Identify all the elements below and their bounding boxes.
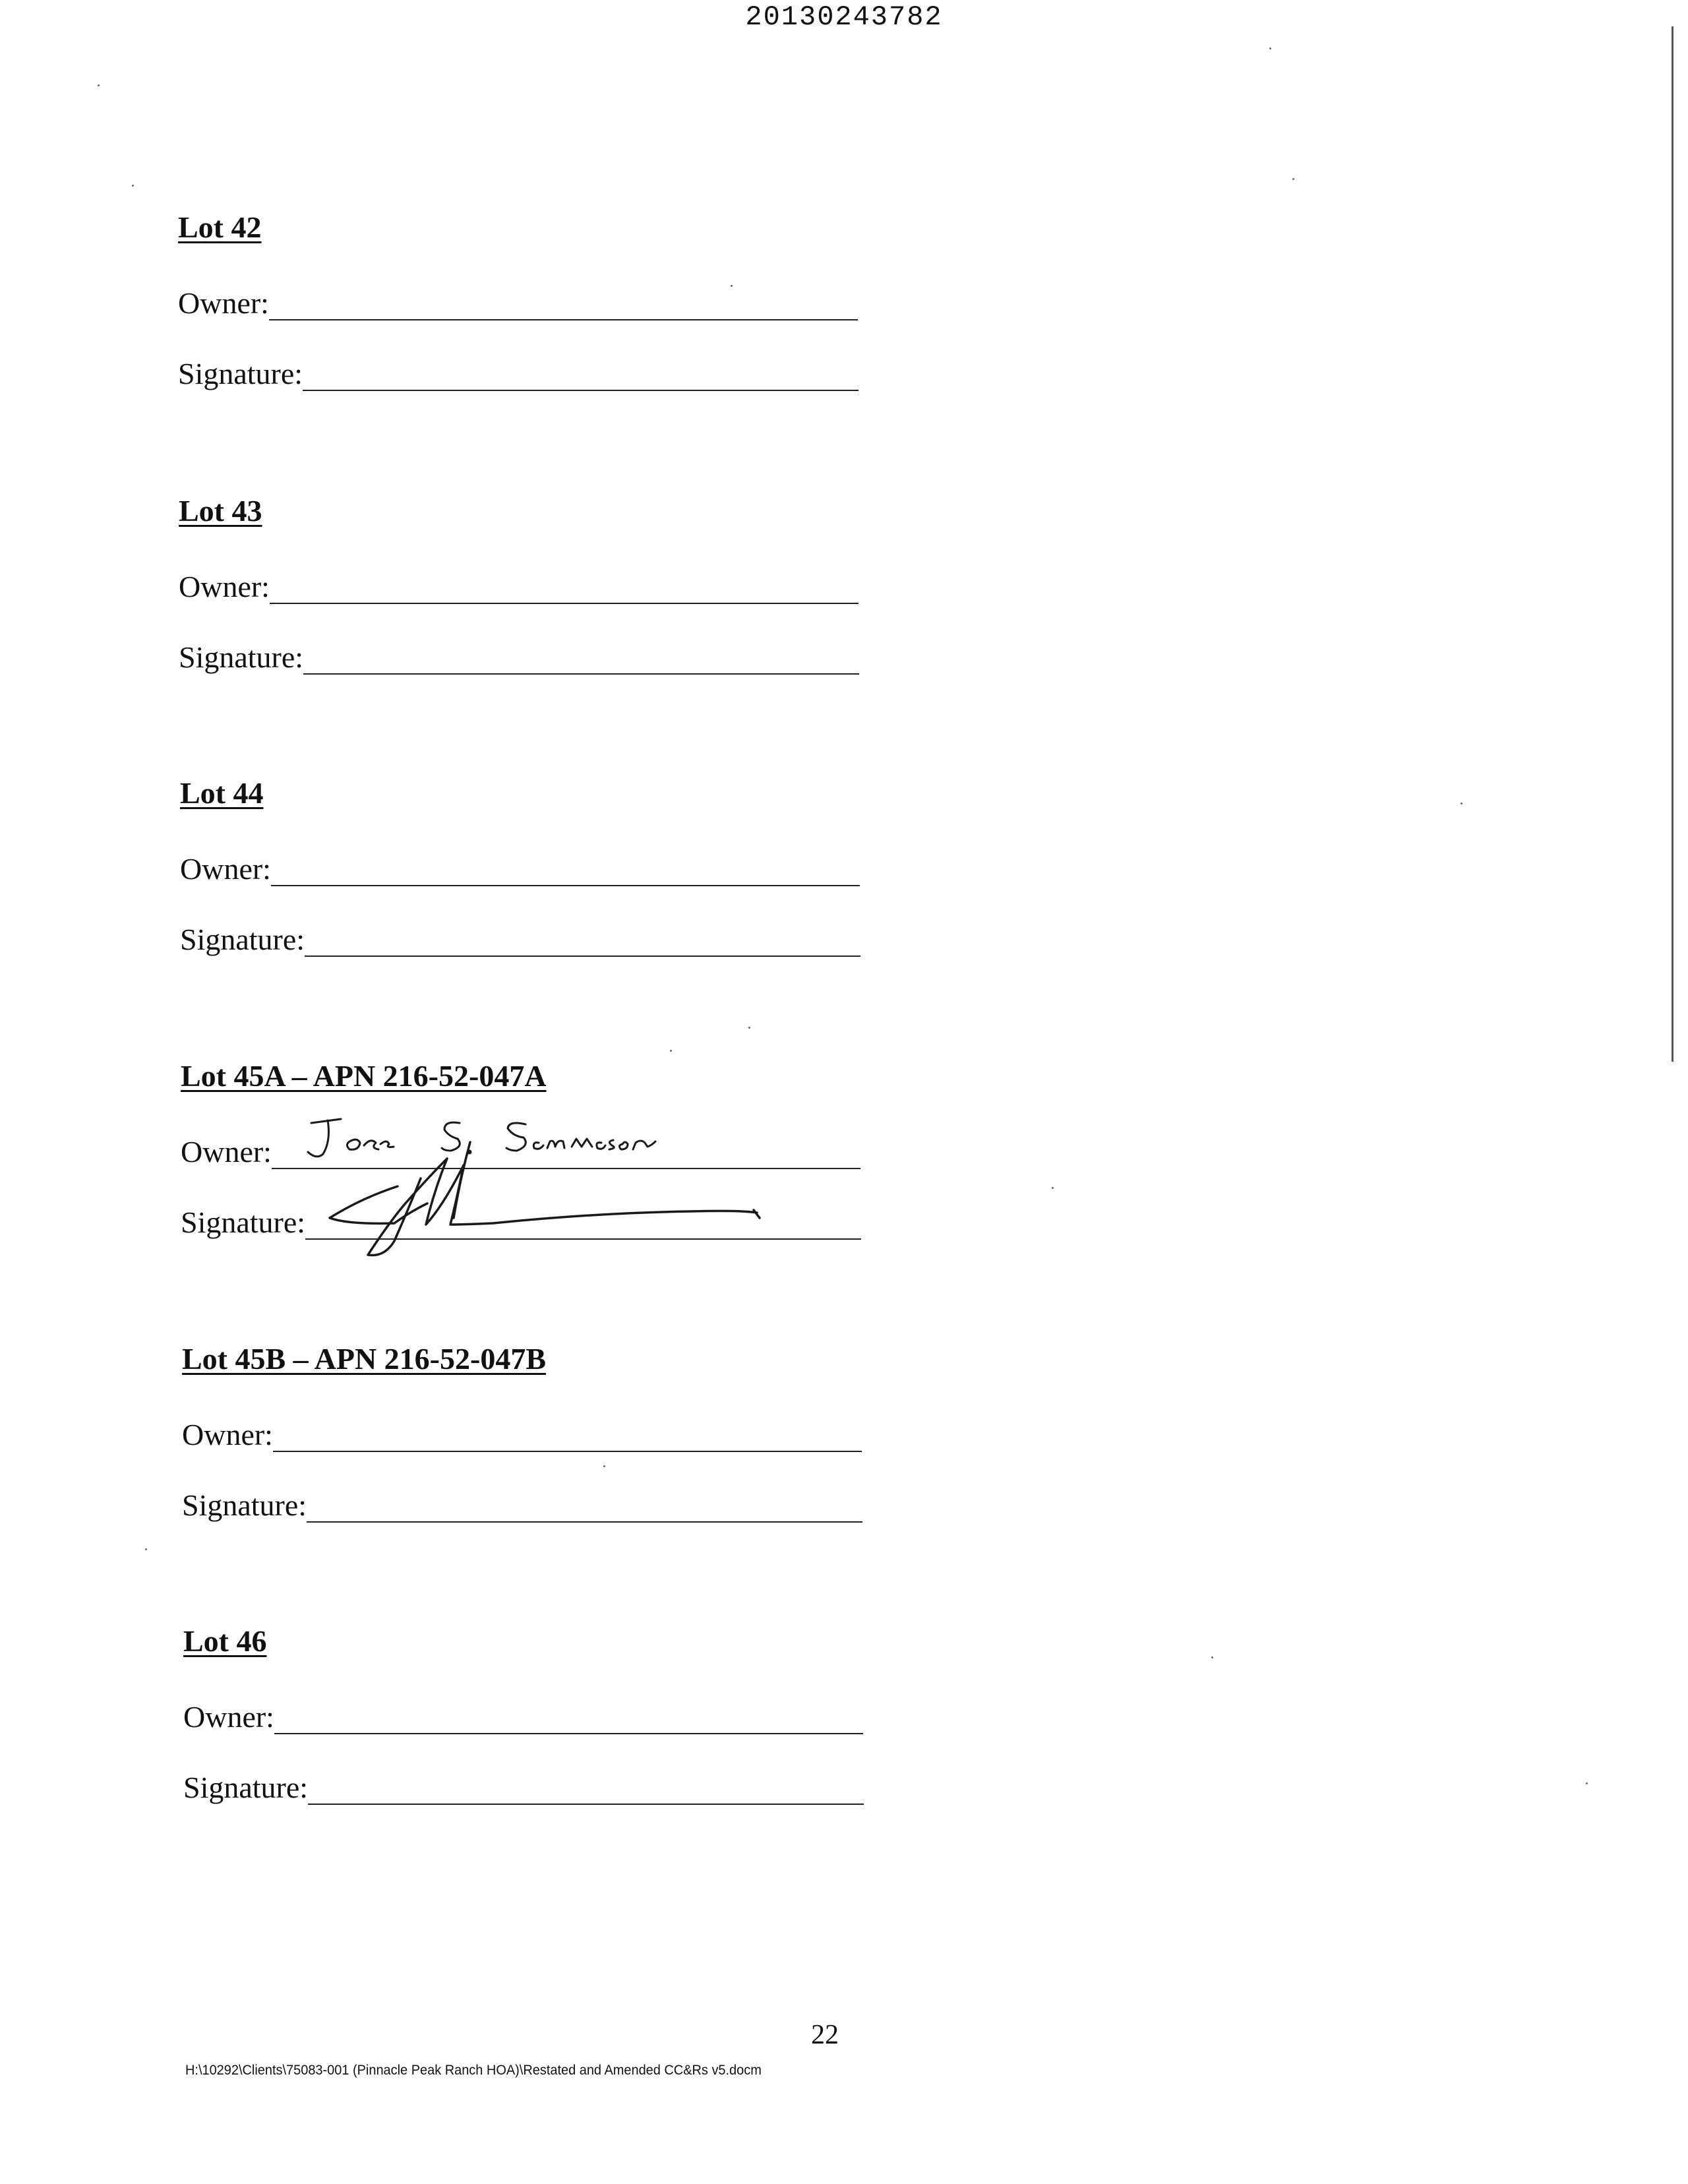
owner-label: Owner:: [181, 1135, 272, 1168]
signature-field[interactable]: [305, 919, 860, 957]
signature-field[interactable]: [308, 1767, 864, 1805]
signature-row: [183, 1760, 864, 1806]
scan-speck: [1461, 803, 1462, 804]
owner-row: [178, 276, 858, 322]
owner-field[interactable]: [273, 1414, 862, 1452]
footer-file-path: H:\10292\Clients\75083-001 (Pinnacle Peak Ranch HOA)\Restated and Amended CC&Rs v5.docm: [185, 2063, 762, 2078]
owner-row: [182, 1407, 862, 1453]
owner-row: [179, 559, 859, 605]
owner-label: Owner:: [182, 1418, 273, 1451]
signature-label: Signature:: [182, 1488, 307, 1522]
signature-row: [182, 1478, 862, 1524]
owner-label: Owner:: [179, 570, 270, 603]
scan-edge-line: [1672, 26, 1673, 1062]
lot-title: Lot 45B – APN 216-52-047B: [182, 1342, 546, 1376]
signature-row: [179, 630, 859, 676]
scan-speck: [1292, 178, 1294, 180]
signature-label: Signature:: [181, 1205, 306, 1239]
signature-row: [180, 912, 860, 958]
lot-block-43: [179, 493, 917, 691]
signature-label: Signature:: [179, 640, 304, 674]
owner-label: Owner:: [183, 1700, 274, 1734]
scan-speck: [603, 1465, 605, 1467]
scan-speck: [132, 185, 134, 187]
lot-block-46: [183, 1623, 922, 1821]
owner-field[interactable]: [274, 1696, 863, 1734]
scan-speck: [98, 84, 100, 86]
lot-block-44: [180, 775, 919, 973]
owner-field[interactable]: [270, 566, 859, 604]
owner-label: Owner:: [180, 852, 271, 886]
scan-speck: [748, 1027, 750, 1029]
scan-speck: [1211, 1656, 1213, 1658]
handwritten-signature: [322, 1126, 770, 1258]
signature-field[interactable]: [303, 353, 859, 391]
scan-speck: [1586, 1782, 1588, 1784]
owner-field[interactable]: [271, 848, 860, 886]
scan-speck: [731, 285, 733, 287]
lot-title: Lot 45A – APN 216-52-047A: [181, 1059, 547, 1093]
owner-row: [183, 1689, 863, 1736]
lot-title: Lot 44: [180, 776, 264, 810]
owner-row: [180, 841, 860, 888]
scan-speck: [145, 1548, 147, 1550]
scan-speck: [1269, 47, 1271, 49]
lot-title: Lot 43: [179, 494, 262, 528]
lot-block-42: [178, 210, 917, 408]
lot-title: Lot 46: [183, 1624, 267, 1658]
signature-row: [181, 1195, 861, 1241]
recording-number: 20130243782: [745, 1, 943, 33]
signature-field[interactable]: [305, 1201, 861, 1240]
signature-field[interactable]: [303, 636, 859, 675]
signature-label: Signature:: [178, 357, 303, 390]
scan-speck: [670, 1050, 672, 1052]
owner-label: Owner:: [178, 286, 269, 320]
lot-block-45a: [181, 1058, 919, 1256]
lot-title: Lot 42: [178, 210, 262, 244]
signature-row: [178, 346, 859, 392]
signature-field[interactable]: [307, 1484, 862, 1523]
lot-block-45b: [182, 1341, 920, 1539]
signature-label: Signature:: [180, 923, 305, 956]
scan-speck: [1052, 1187, 1054, 1189]
owner-field[interactable]: [269, 282, 858, 320]
page-number: 22: [811, 2020, 839, 2050]
signature-label: Signature:: [183, 1771, 309, 1804]
